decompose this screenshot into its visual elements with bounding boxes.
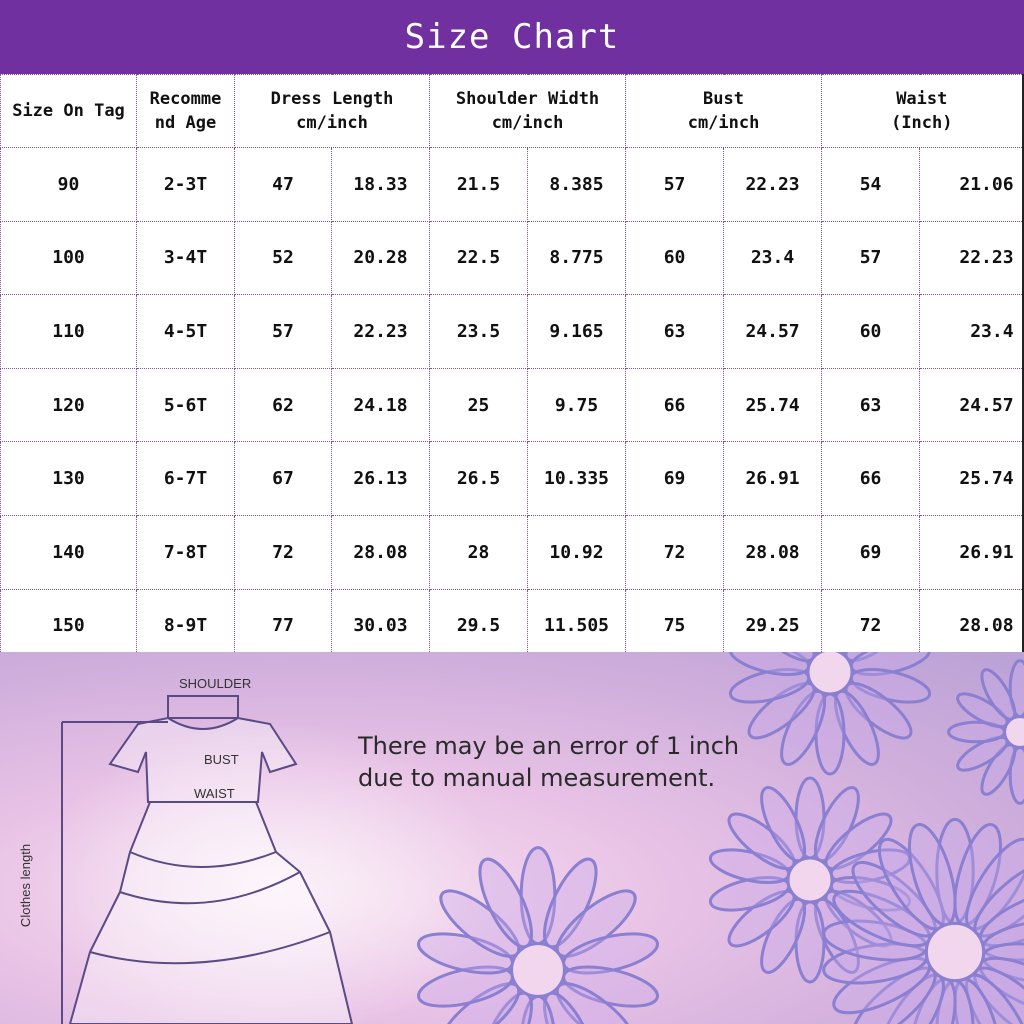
header-row <box>1 75 1023 148</box>
cell-shoulder-cm: 26.5 <box>430 442 528 516</box>
cell-waist-cm: 69 <box>822 515 920 589</box>
cell-shoulder-cm: 25 <box>430 368 528 442</box>
bust-label: BUST <box>204 752 239 767</box>
cell-shoulder-in: 8.385 <box>528 148 626 222</box>
measurement-guide <box>0 652 1024 1024</box>
cell-shoulder-cm: 28 <box>430 515 528 589</box>
cell-waist-cm: 72 <box>822 589 920 663</box>
cell-bust-cm: 60 <box>626 221 724 295</box>
cell-size: 140 <box>1 515 137 589</box>
cell-waist-in: 22.23 <box>920 221 1023 295</box>
cell-size: 100 <box>1 221 137 295</box>
cell-bust-cm: 57 <box>626 148 724 222</box>
cell-waist-in: 21.06 <box>920 148 1023 222</box>
header-recommend-age: Recomme nd Age <box>137 75 235 148</box>
cell-shoulder-cm: 22.5 <box>430 221 528 295</box>
page-title: Size Chart <box>0 0 1024 74</box>
cell-dress-in: 24.18 <box>332 368 430 442</box>
cell-dress-in: 26.13 <box>332 442 430 516</box>
cell-dress-cm: 52 <box>235 221 332 295</box>
header-bust: Bust cm/inch <box>626 75 822 148</box>
cell-shoulder-cm: 29.5 <box>430 589 528 663</box>
header-dress-length: Dress Length cm/inch <box>235 75 430 148</box>
cell-bust-cm: 75 <box>626 589 724 663</box>
table-row <box>1 368 1023 442</box>
cell-dress-cm: 67 <box>235 442 332 516</box>
header-waist: Waist (Inch) <box>822 75 1023 148</box>
cell-dress-cm: 72 <box>235 515 332 589</box>
cell-age: 8-9T <box>137 589 235 663</box>
cell-waist-in: 23.4 <box>920 295 1023 369</box>
cell-waist-cm: 60 <box>822 295 920 369</box>
cell-bust-cm: 72 <box>626 515 724 589</box>
cell-waist-cm: 66 <box>822 442 920 516</box>
cell-bust-in: 29.25 <box>724 589 822 663</box>
cell-dress-in: 30.03 <box>332 589 430 663</box>
cell-waist-cm: 54 <box>822 148 920 222</box>
cell-age: 5-6T <box>137 368 235 442</box>
cell-bust-cm: 66 <box>626 368 724 442</box>
cell-bust-in: 23.4 <box>724 221 822 295</box>
cell-size: 130 <box>1 442 137 516</box>
cell-waist-cm: 57 <box>822 221 920 295</box>
cell-age: 6-7T <box>137 442 235 516</box>
flower-decoration <box>949 661 1024 804</box>
cell-shoulder-in: 10.335 <box>528 442 626 516</box>
cell-size: 90 <box>1 148 137 222</box>
cell-bust-cm: 63 <box>626 295 724 369</box>
cell-dress-cm: 47 <box>235 148 332 222</box>
cell-dress-in: 18.33 <box>332 148 430 222</box>
clothes-length-label: Clothes length <box>18 843 34 928</box>
cell-shoulder-in: 11.505 <box>528 589 626 663</box>
shoulder-label: SHOULDER <box>179 676 252 691</box>
cell-bust-in: 26.91 <box>724 442 822 516</box>
note-line-1: There may be an error of 1 inch <box>358 732 740 760</box>
cell-size: 110 <box>1 295 137 369</box>
size-chart-table <box>0 74 1024 664</box>
note-line-2: due to manual measurement. <box>358 764 716 792</box>
cell-size: 150 <box>1 589 137 663</box>
waist-label: WAIST <box>194 786 235 801</box>
cell-age: 4-5T <box>137 295 235 369</box>
table-row <box>1 515 1023 589</box>
table-row <box>1 442 1023 516</box>
cell-dress-in: 28.08 <box>332 515 430 589</box>
table-row <box>1 221 1023 295</box>
cell-shoulder-in: 9.165 <box>528 295 626 369</box>
cell-bust-cm: 69 <box>626 442 724 516</box>
table-row <box>1 295 1023 369</box>
cell-bust-in: 28.08 <box>724 515 822 589</box>
cell-age: 3-4T <box>137 221 235 295</box>
cell-waist-in: 24.57 <box>920 368 1023 442</box>
cell-dress-cm: 62 <box>235 368 332 442</box>
cell-dress-in: 22.23 <box>332 295 430 369</box>
cell-shoulder-in: 9.75 <box>528 368 626 442</box>
flower-decoration <box>727 652 932 774</box>
cell-age: 2-3T <box>137 148 235 222</box>
cell-waist-in: 28.08 <box>920 589 1023 663</box>
cell-bust-in: 22.23 <box>724 148 822 222</box>
cell-age: 7-8T <box>137 515 235 589</box>
cell-dress-in: 20.28 <box>332 221 430 295</box>
table-row <box>1 148 1023 222</box>
header-shoulder-width: Shoulder Width cm/inch <box>430 75 626 148</box>
decoration-canvas <box>0 652 1024 1024</box>
cell-shoulder-in: 10.92 <box>528 515 626 589</box>
cell-bust-in: 24.57 <box>724 295 822 369</box>
cell-bust-in: 25.74 <box>724 368 822 442</box>
measurement-note <box>358 730 739 794</box>
cell-shoulder-cm: 21.5 <box>430 148 528 222</box>
cell-size: 120 <box>1 368 137 442</box>
cell-dress-cm: 57 <box>235 295 332 369</box>
cell-waist-in: 26.91 <box>920 515 1023 589</box>
cell-waist-in: 25.74 <box>920 442 1023 516</box>
cell-shoulder-cm: 23.5 <box>430 295 528 369</box>
cell-dress-cm: 77 <box>235 589 332 663</box>
cell-shoulder-in: 8.775 <box>528 221 626 295</box>
header-size-on-tag: Size On Tag <box>1 75 137 148</box>
cell-waist-cm: 63 <box>822 368 920 442</box>
